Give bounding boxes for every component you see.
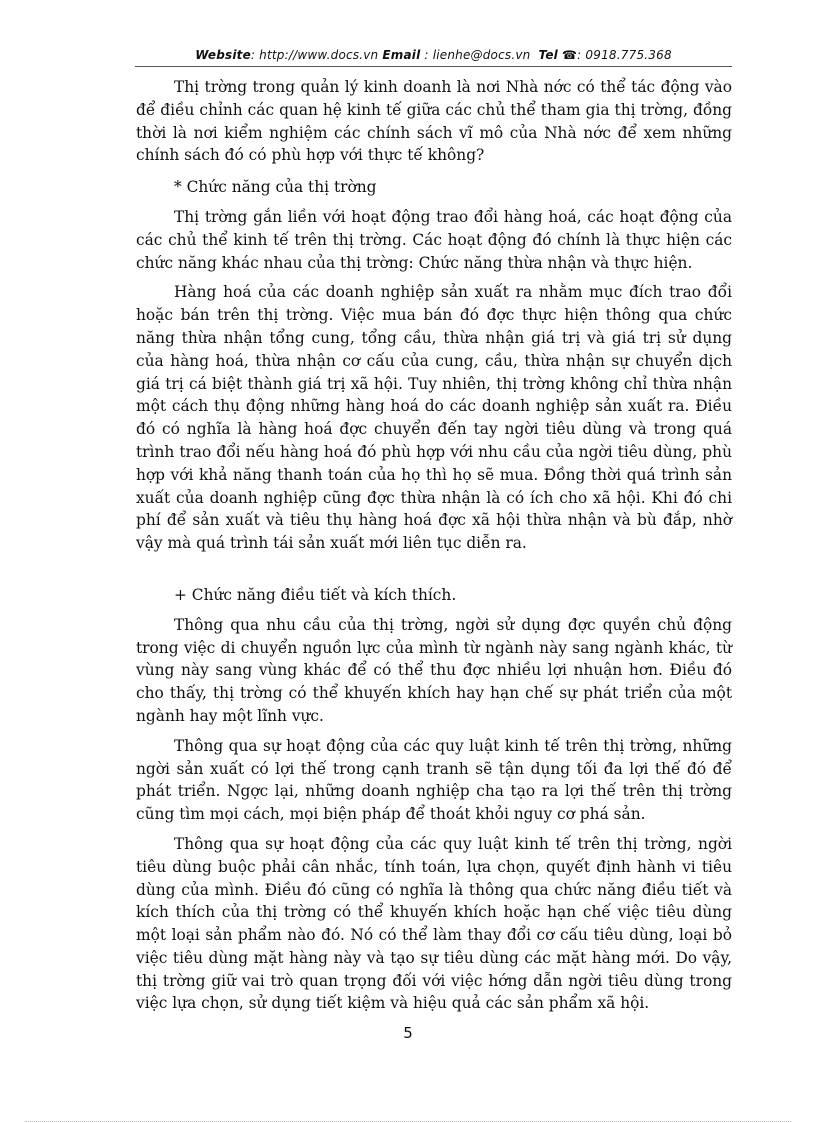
page-header xyxy=(135,48,732,62)
phone-icon: ☎ xyxy=(562,48,578,62)
section-heading: * Chức năng của thị trờng xyxy=(174,178,377,197)
body-text xyxy=(136,76,732,1015)
website-value: : http://www.docs.vn xyxy=(250,48,379,62)
paragraph: Hàng hoá của các doanh nghiệp sản xuất ra nhằm mục đích trao đổi hoặc bán trên thị trờng. Việc mua bán đó đợc thực hiện thông qua chức năng thừa nhận tổng cung, tổng cầu, thừa nhận giá trị và giá trị sử dụng của hàng hoá, thừa nhận cơ cấu của cung, cầu, thừa nhận sự chuyển dịch giá trị cá biệt thành giá trị xã hội. Tuy nhiên, thị trờng không chỉ thừa nhận một cách thụ động những hàng hoá do các doanh nghiệp sản xuất ra. Điều đó có nghĩa là hàng hoá đợc chuyển đến tay ngời tiêu dùng và trong quá trình trao đổi nếu hàng hoá đó phù hợp với nhu cầu của ngời tiêu dùng, phù hợp với khả năng thanh toán của họ thì họ sẽ mua. Đồng thời quá trình sản xuất của doanh nghiệp cũng đợc thừa nhận là có ích cho xã hội. Khi đó chi phí để sản xuất và tiêu thụ hàng hoá đợc xã hội thừa nhận và bù đắp, nhờ vậy mà quá trình tái sản xuất mới liên tục diễn ra. xyxy=(136,283,732,553)
tel-value: : 0918.775.368 xyxy=(577,48,672,62)
website-label: Website xyxy=(195,48,251,62)
tel-label: Tel xyxy=(538,48,558,62)
email-value: : lienhe@docs.vn xyxy=(420,48,531,62)
paragraph: Thị trờng gắn liền với hoạt động trao đổi hàng hoá, các hoạt động của các chủ thể kinh tế trên thị trờng. Các hoạt động đó chính là thực hiện các chức năng khác nhau của thị trờng: Chức năng thừa nhận và thực hiện. xyxy=(136,207,732,272)
header-divider xyxy=(135,66,732,67)
paragraph: Thông qua sự hoạt động của các quy luật kinh tế trên thị trờng, những ngời sản xuất có lợi thế trong cạnh tranh sẽ tận dụng tối đa lợi thế đó để phát triển. Ngợc lại, những doanh nghiệp cha tạo ra lợi thế trên thị trờng cũng tìm mọi cách, mọi biện pháp để thoát khỏi nguy cơ phá sản. xyxy=(136,736,732,824)
section-heading: + Chức năng điều tiết và kích thích. xyxy=(174,585,457,604)
paragraph: Thị trờng trong quản lý kinh doanh là nơi Nhà nớc có thể tác động vào để điều chỉnh các quan hệ kinh tế giữa các chủ thể tham gia thị trờng, đồng thời là nơi kiểm nghiệm các chính sách vĩ mô của Nhà nớc để xem những chính sách đó có phù hợp với thực tế không? xyxy=(136,78,732,165)
paragraph: Thông qua nhu cầu của thị trờng, ngời sử dụng đợc quyền chủ động trong việc di chuyển nguồn lực của mình từ ngành này sang ngành khác, từ vùng này sang vùng khác để có thể thu đợc nhiều lợi nhuận hơn. Điều đó cho thấy, thị trờng có thể khuyến khích hay hạn chế sự phát triển của một ngành hay một lĩnh vực. xyxy=(136,615,732,725)
paragraph: Thông qua sự hoạt động của các quy luật kinh tế trên thị trờng, ngời tiêu dùng buộc phải cân nhắc, tính toán, lựa chọn, quyết định hành vi tiêu dùng của mình. Điều đó cũng có nghĩa là thông qua chức năng điều tiết và kích thích của thị trờng có thể khuyến khích hoặc hạn chế việc tiêu dùng một loại sản phẩm nào đó. Nó có thể làm thay đổi cơ cấu tiêu dùng, loại bỏ việc tiêu dùng mặt hàng này và tạo sự tiêu dùng các mặt hàng mới. Do vậy, thị trờng giữ vai trò quan trọng đối với việc hớng dẫn ngời tiêu dùng trong việc lựa chọn, sử dụng tiết kiệm và hiệu quả các sản phẩm xã hội. xyxy=(136,834,732,1013)
page-bottom-border xyxy=(25,1121,791,1122)
email-label: Email xyxy=(382,48,421,62)
page-number: 5 xyxy=(403,1024,413,1042)
